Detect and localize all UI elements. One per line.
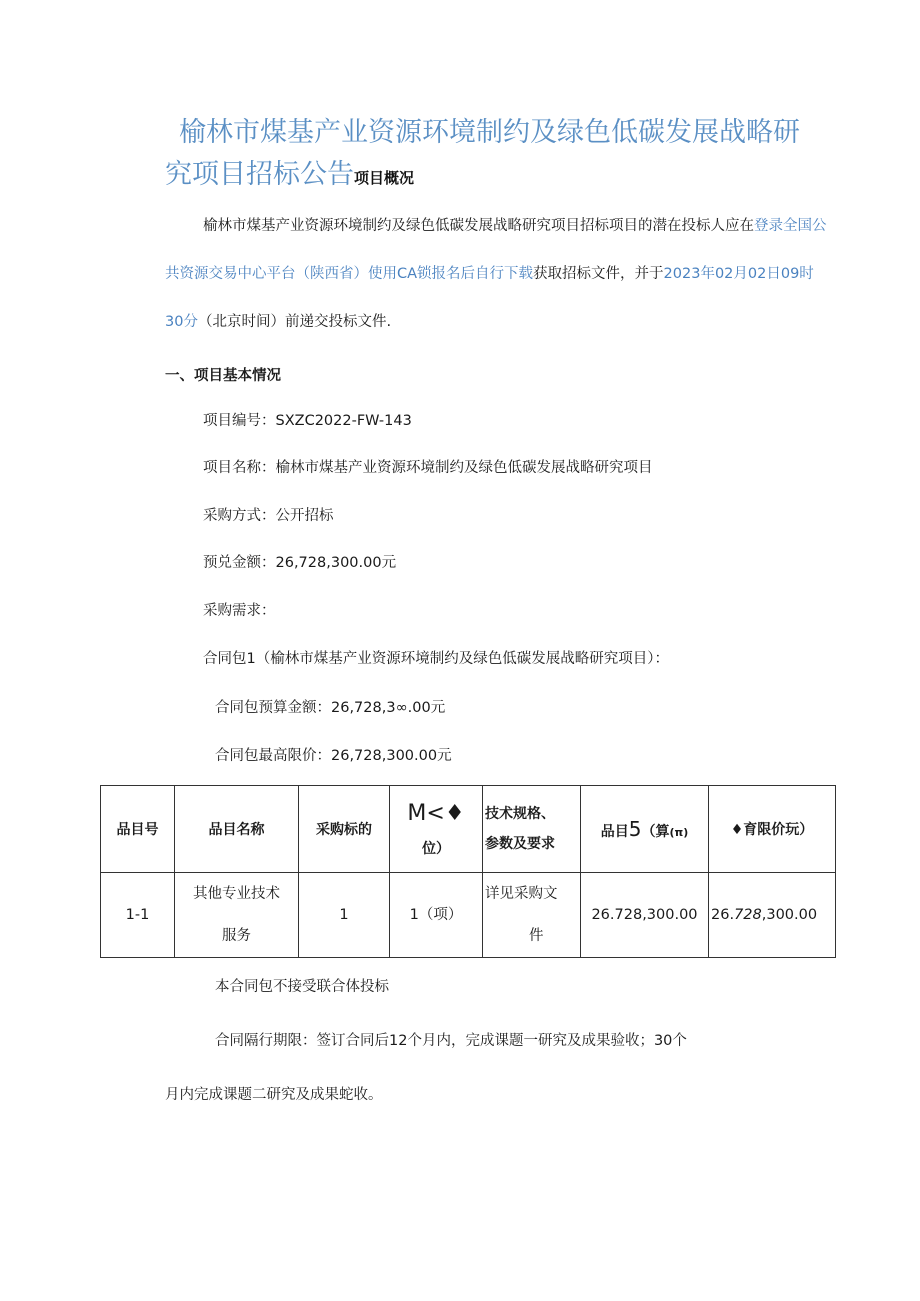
title-line-1: 榆林市煤基产业资源环境制约及绿色低碳发展战略研	[179, 117, 800, 148]
header-budget-c: （算	[641, 824, 670, 840]
project-name: 项目名称：榆林市煤基产业资源环境制约及绿色低碳发展战略研究项目	[203, 460, 653, 476]
project-number: 项目编号：SXZC2022-FW-143	[203, 413, 412, 429]
procurement-method: 采购方式：公开招标	[203, 508, 334, 524]
table-row	[101, 873, 836, 958]
header-max-price: ♦育限价玩）	[709, 786, 836, 873]
header-budget-b: 5	[628, 817, 642, 841]
intro-text-1: 榆林市煤基产业资源环境制约及绿色低碳发展战略研究项目招标项目的潜在投标人应在	[203, 218, 754, 234]
table-header-row	[101, 786, 836, 873]
page-title	[165, 112, 825, 199]
intro-paragraph	[165, 202, 830, 346]
cell-item-name-top: 其他专业技术	[193, 886, 280, 902]
package-max-price: 合同包最高限价：26,728,300.00元	[215, 748, 452, 764]
items-table	[100, 785, 836, 958]
intro-text-3: （北京时间）前递交投标文件.	[197, 314, 392, 330]
header-subject: 采购标的	[299, 786, 390, 873]
header-budget-a: 品目	[600, 824, 629, 840]
cell-max-b: 728	[734, 907, 762, 923]
header-unit-top: M<♦	[407, 801, 465, 826]
cell-spec-top: 详见采购文	[485, 886, 558, 902]
registration-link[interactable]: 登录全国公共资源交易中心平台（陕西省）使用CA锁报名后自行下载	[165, 218, 827, 282]
header-spec-bottom: 参数及要求	[485, 836, 555, 852]
overview-label: 项目概况	[354, 169, 415, 187]
procurement-demand: 采购需求：	[203, 603, 276, 619]
package-budget: 合同包预算金额：26,728,3∞.00元	[215, 700, 446, 716]
header-item-name: 品目名称	[175, 786, 299, 873]
cell-item-name	[175, 873, 299, 958]
no-joint-bid-note: 本合同包不接受联合体投标	[215, 979, 389, 995]
cell-item-name-bottom: 服务	[222, 928, 251, 944]
cell-item-number: 1-1	[101, 873, 175, 958]
contract-package: 合同包1（榆林市煤基产业资源环境制约及绿色低碳发展战略研究项目）：	[203, 651, 669, 667]
header-budget-d: (π)	[669, 826, 689, 839]
budget-amount: 预兑金额：26,728,300.00元	[203, 555, 397, 571]
title-line-2: 究项目招标公告	[165, 159, 354, 190]
deadline-link[interactable]: 2023年02月02日09时30分	[165, 266, 814, 330]
header-unit	[390, 786, 483, 873]
header-unit-bottom: 位）	[422, 841, 450, 857]
section-heading: 一、项目基本情况	[165, 368, 281, 384]
cell-max-c: ,300.00	[761, 907, 818, 923]
header-budget	[581, 786, 709, 873]
header-spec	[483, 786, 581, 873]
cell-unit: 1（项）	[390, 873, 483, 958]
cell-max-a: 26.	[711, 907, 735, 923]
header-spec-top: 技术规格、	[485, 806, 555, 822]
cell-subject: 1	[299, 873, 390, 958]
contract-term-line-2: 月内完成课题二研究及成果蛇收。	[165, 1087, 383, 1103]
cell-spec-bottom: 件	[529, 928, 544, 944]
header-item-number: 品目号	[101, 786, 175, 873]
cell-spec	[483, 873, 581, 958]
intro-text-2: 获取招标文件，并于	[533, 266, 664, 282]
cell-max-price	[709, 873, 836, 958]
cell-budget: 26.728,300.00	[581, 873, 709, 958]
contract-term-line-1: 合同隔行期限：签订合同后12个月内，完成课题一研究及成果验收；30个	[215, 1033, 687, 1049]
